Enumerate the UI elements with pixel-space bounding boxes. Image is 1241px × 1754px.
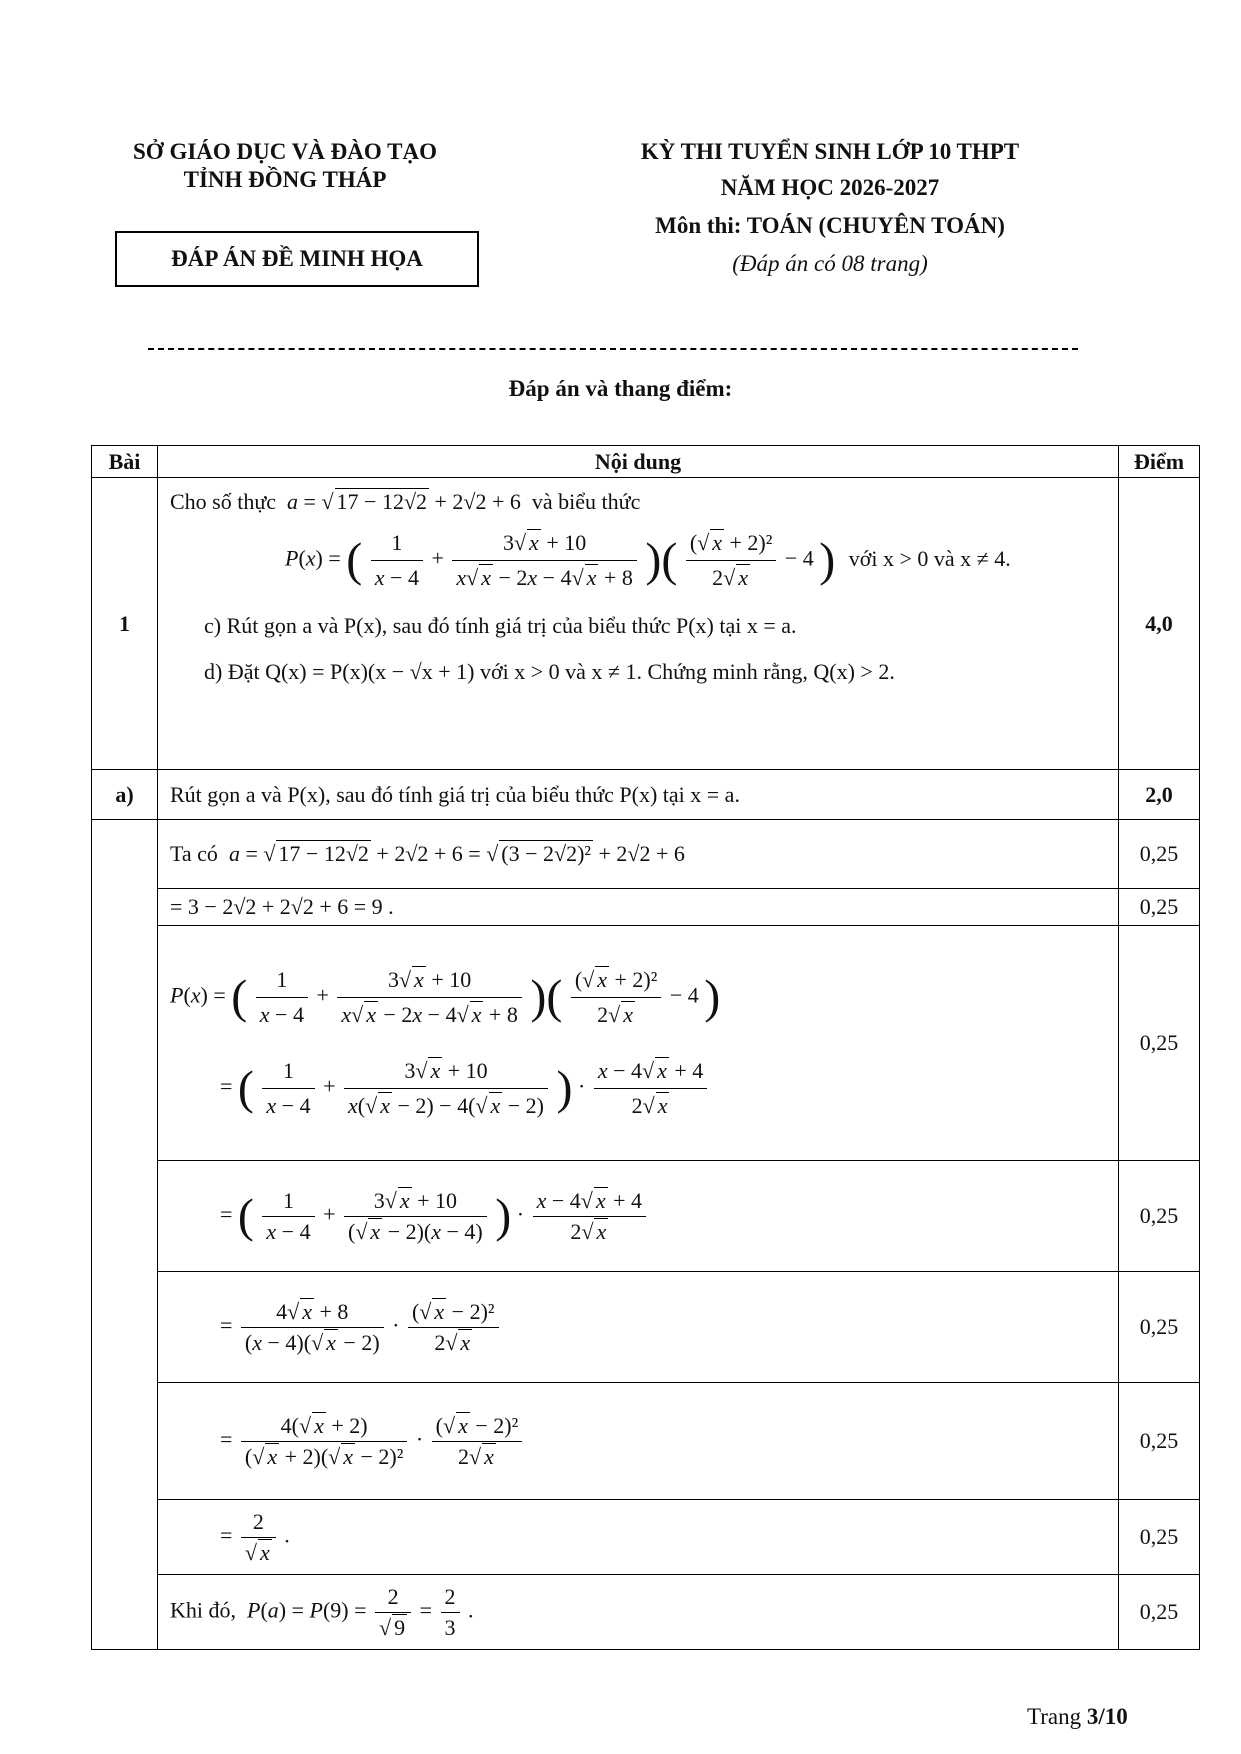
col-header-bai: Bài (92, 446, 158, 478)
step-2-score: 0,25 (1119, 889, 1200, 926)
steps-bai-cell (92, 820, 158, 1650)
step-1: Ta có a = √ 17 − 12√2 + 2√2 + 6 = √ (3 − 2√2)² + 2√2 + 6 (158, 820, 1119, 889)
step-7-score: 0,25 (1119, 1500, 1200, 1575)
step-2: = 3 − 2√2 + 2√2 + 6 = 9 . (158, 889, 1119, 926)
intro-suffix: và biểu thức (531, 489, 641, 514)
step-3-score: 0,25 (1119, 926, 1200, 1161)
department-name: SỞ GIÁO DỤC VÀ ĐÀO TẠO (133, 139, 437, 164)
problem-score: 4,0 (1119, 478, 1200, 770)
p-expression: P(x) = ( $\frac{1}{x - 4}$ + $\frac{3√ x + 10}{x√ x - 2x - 4√ x + 8}$ )( $\frac{\text{(√ x + 2)²}}{2√ x}$ − 4 ) với x > 0 và x ≠ 4. (285, 530, 1011, 590)
part-a-text: Rút gọn a và P(x), sau đó tính giá trị của biểu thức P(x) tại x = a. (158, 770, 1119, 820)
condition: với x > 0 và x ≠ 4. (848, 545, 1011, 571)
col-header-diem: Điểm (1119, 446, 1200, 478)
exam-title: KỲ THI TUYỂN SINH LỚP 10 THPT (640, 139, 1020, 164)
intro-prefix: Cho số thực (170, 489, 277, 514)
page-prefix: Trang (1027, 1704, 1087, 1729)
step-7: = $\frac{2}{√ x}$ . (158, 1500, 1119, 1575)
page-footer (1027, 1704, 1128, 1730)
step-8: Khi đó, P(a) = P(9) = $\frac{2}{√ 9}$ = $\frac{2}{3}$ . (158, 1575, 1119, 1650)
answer-key-label: ĐÁP ÁN ĐỀ MINH HỌA (171, 246, 423, 271)
page-number: 3/10 (1086, 1704, 1128, 1729)
last-prefix: Khi đó, (170, 1597, 236, 1623)
part-d: d) Đặt Q(x) = P(x)(x − √x + 1) với x > 0 và x ≠ 1. Chứng minh rằng, Q(x) > 2. (204, 659, 895, 684)
subject: Môn thi: TOÁN (CHUYÊN TOÁN) (655, 213, 1005, 238)
answer-table (91, 445, 1200, 1650)
problem-number: 1 (92, 478, 158, 770)
part-a-label: a) (92, 770, 158, 820)
step-8-score: 0,25 (1119, 1575, 1200, 1650)
step-3: P(x) = ( $\frac{1}{x - 4}$ + $\frac{3√ x + 10}{x√ x - 2x - 4√ x + 8}$ )( $\frac{\text{(√ x + 2)²}}{2√ x}$ − 4 ) = ( $\frac{1}{x - 4}$ + $\frac{3√ x + 10}{x(√ x - 2) - 4(√ x - 2)}$ ) · $\frac{x - 4√ x + 4}{2√ x}$ (158, 926, 1119, 1161)
step-6-score: 0,25 (1119, 1383, 1200, 1500)
step-5-score: 0,25 (1119, 1272, 1200, 1383)
a-definition: a = √ 17 − 12√2 + 2√2 + 6 (287, 489, 527, 514)
part-a-score: 2,0 (1119, 770, 1200, 820)
col-header-noidung: Nội dung (158, 446, 1119, 478)
step-1-score: 0,25 (1119, 820, 1200, 889)
answer-key-box (115, 231, 479, 287)
step1-prefix: Ta có (170, 841, 218, 866)
school-year: NĂM HỌC 2026-2027 (720, 175, 940, 200)
section-title: Đáp án và thang điểm: (508, 376, 733, 401)
problem-statement (158, 478, 1119, 770)
province-name: TỈNH ĐỒNG THÁP (183, 167, 387, 192)
step-4-score: 0,25 (1119, 1161, 1200, 1272)
part-c: c) Rút gọn a và P(x), sau đó tính giá trị của biểu thức P(x) tại x = a. (204, 613, 797, 638)
step-6: = $\frac{4(√ x + 2)}{\text{(√ x + 2)(√ x − 2)²}}$ · $\frac{\text{(√ x − 2)²}}{2√ x}$ (158, 1383, 1119, 1500)
page-count-note: (Đáp án có 08 trang) (732, 251, 928, 276)
step-5: = $\frac{4√ x + 8}{(x - 4)(√ x - 2)}$ · $\frac{\text{(√ x − 2)²}}{2√ x}$ (158, 1272, 1119, 1383)
step-4: = ( $\frac{1}{x - 4}$ + $\frac{3√ x + 10}{(√ x - 2)(x - 4)}$ ) · $\frac{x - 4√ x + 4}{2√ x}$ (158, 1161, 1119, 1272)
separator-line (148, 348, 1078, 350)
